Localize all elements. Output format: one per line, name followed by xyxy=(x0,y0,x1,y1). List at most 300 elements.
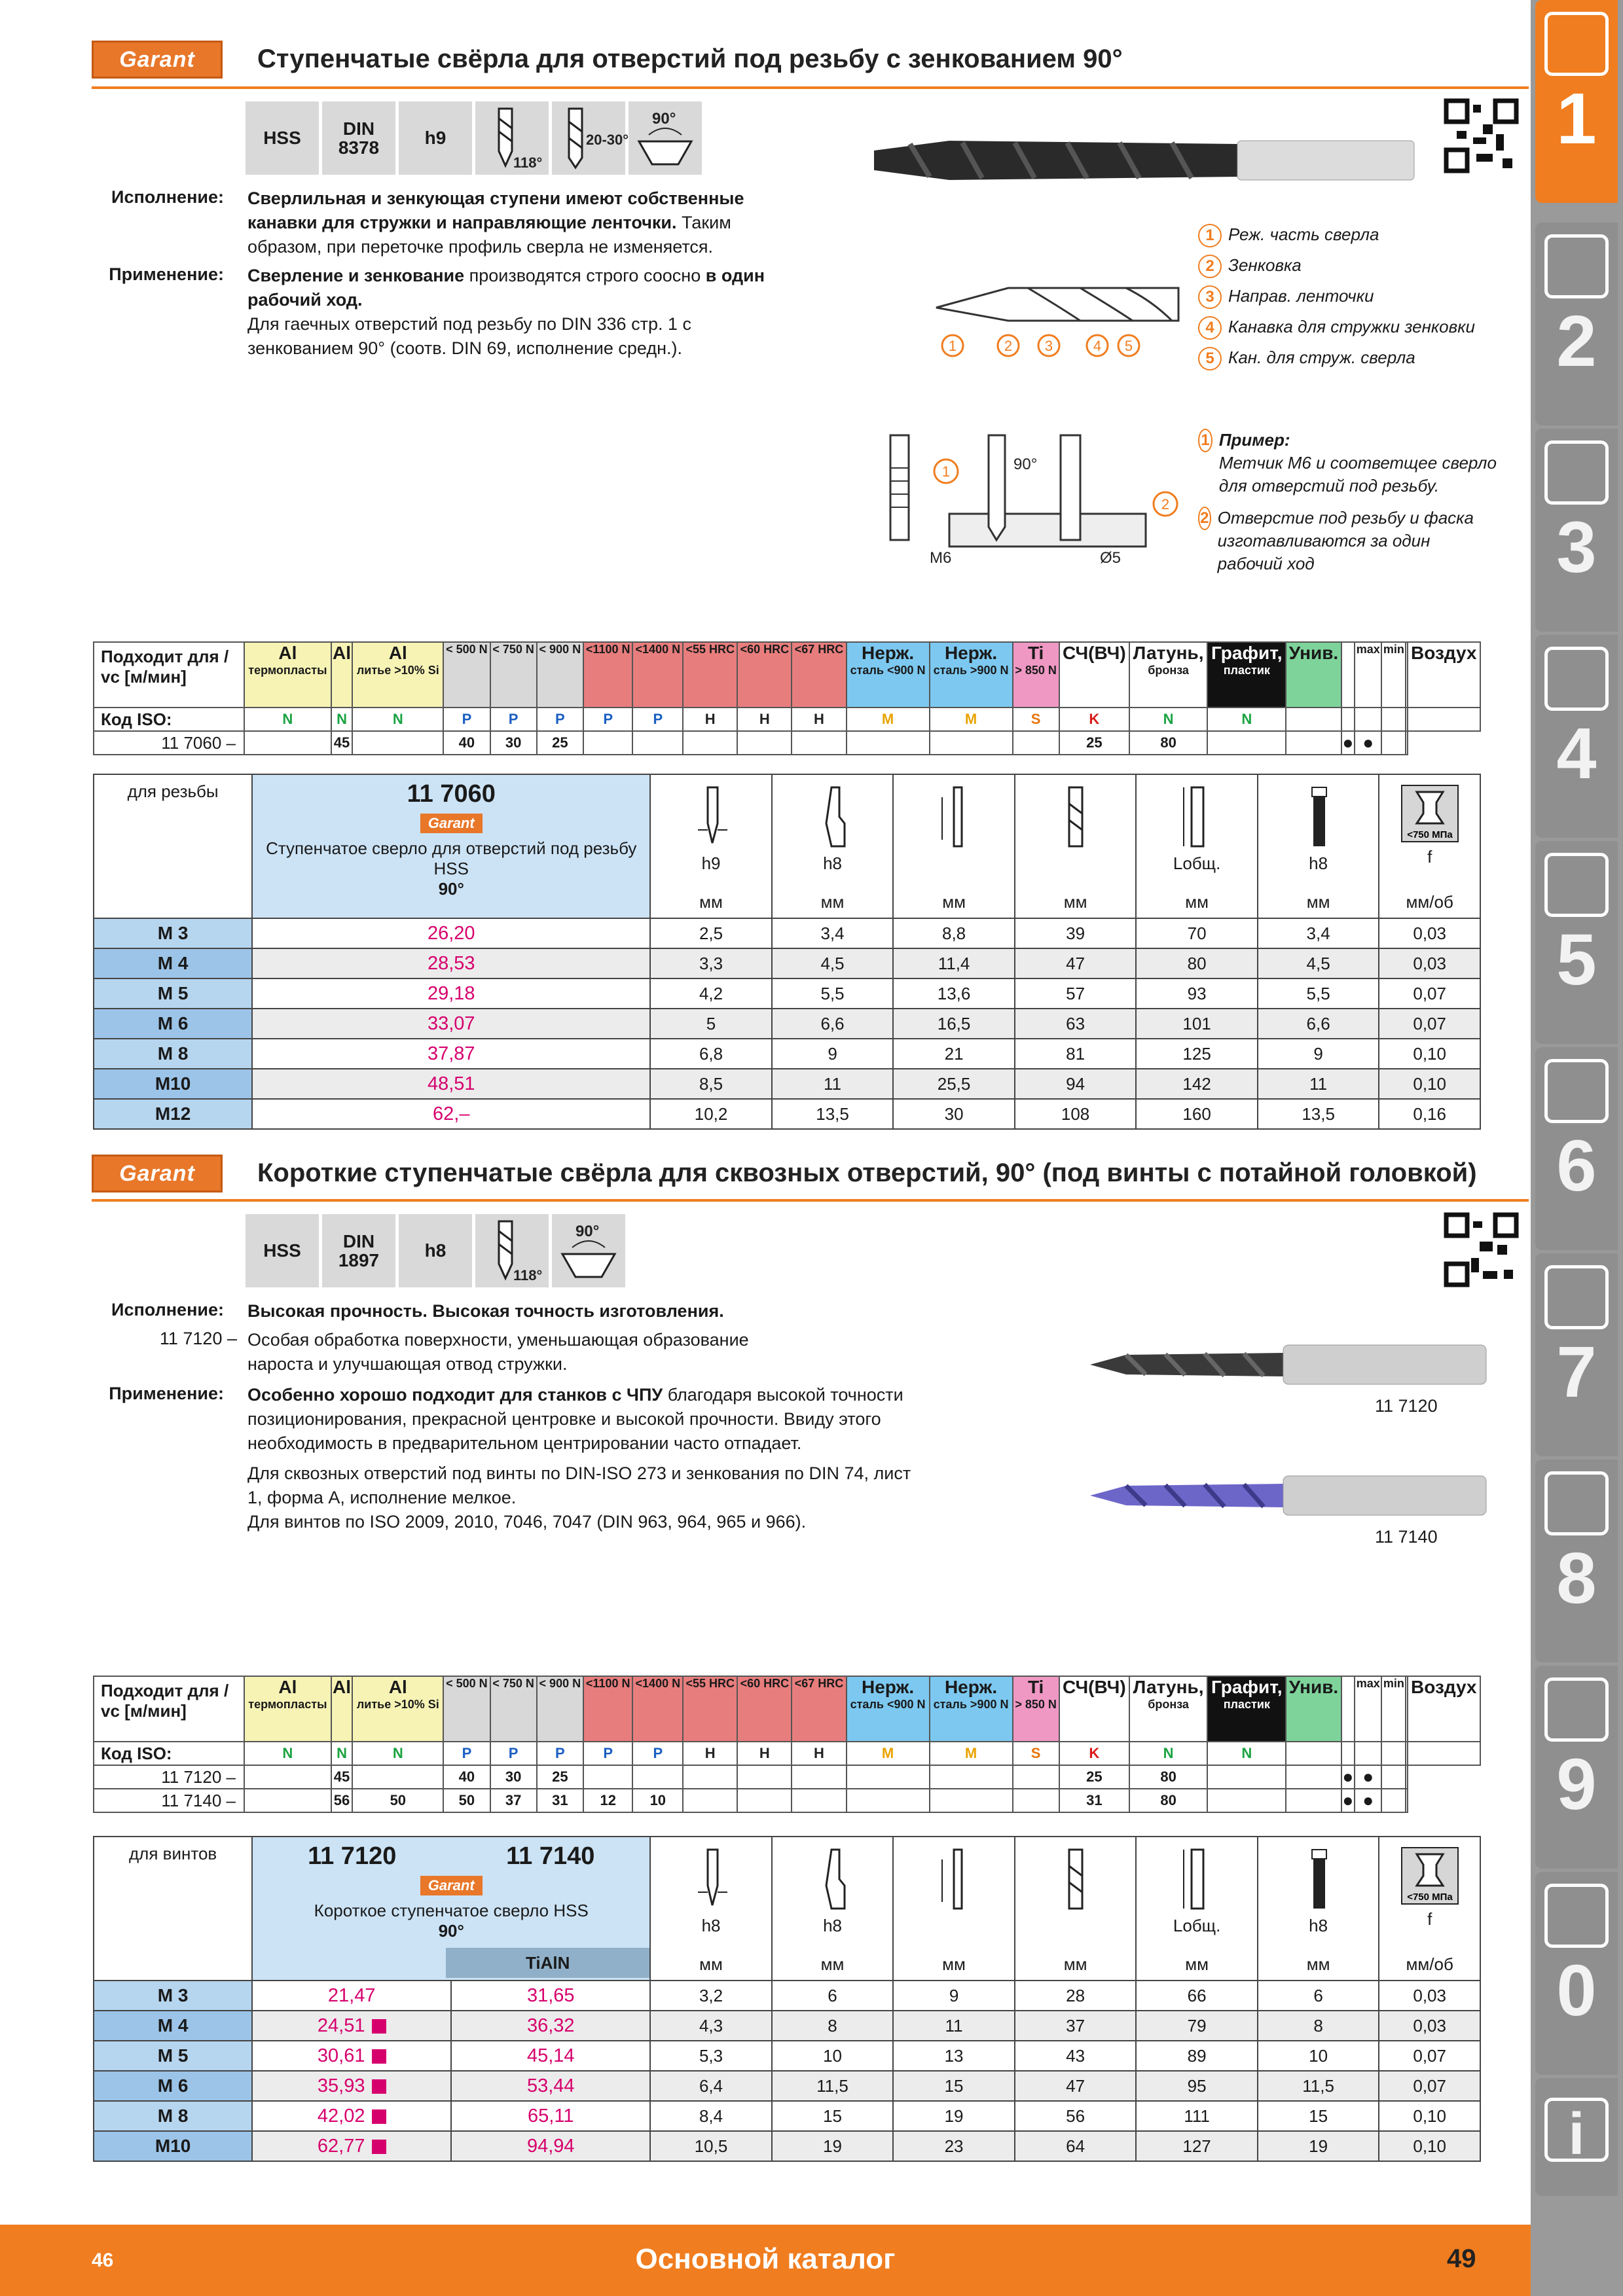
dimension-value: 13,6 xyxy=(893,978,1015,1009)
dimension-value: 21 xyxy=(893,1039,1015,1069)
svg-text:5: 5 xyxy=(1124,338,1133,354)
vc-value xyxy=(583,731,633,755)
vc-value: 37 xyxy=(490,1789,537,1812)
vc-value xyxy=(847,731,930,755)
app-text-3: Для винтов по ISO 2009, 2010, 7046, 7047 (DIN 963, 964, 965 и 966). xyxy=(247,1512,807,1532)
material-col-header: Al литье >10% Si xyxy=(352,642,443,708)
chapter-number: i xyxy=(1568,2102,1585,2167)
chapter-tab-7[interactable] xyxy=(1535,1253,1618,1456)
vc-value: 25 xyxy=(1059,1765,1129,1789)
app-label: Применение: xyxy=(109,264,224,284)
material-col-header: Графит, пластик xyxy=(1207,642,1286,708)
svg-text:1: 1 xyxy=(948,338,957,354)
dimension-value: 11,5 xyxy=(772,2071,894,2101)
dimension-value: 25,5 xyxy=(893,1069,1015,1099)
product-name: Ступенчатое сверло для отверстий под резьбу HSS xyxy=(266,838,637,878)
iso-code xyxy=(1381,1742,1406,1765)
dimension-value: 66 xyxy=(1136,1981,1258,2011)
material-col-header: СЧ(ВЧ) xyxy=(1059,642,1129,708)
iso-code: M xyxy=(930,708,1013,731)
dimension-value: 0,10 xyxy=(1379,1069,1480,1099)
vc-value: 56 xyxy=(331,1789,353,1812)
vc-value: 80 xyxy=(1129,731,1207,755)
dimension-value: 4,3 xyxy=(650,2011,772,2041)
material-col-header: Al термопласты xyxy=(244,642,331,708)
vc-value: 30 xyxy=(490,1765,537,1789)
dimension-value: 89 xyxy=(1136,2041,1258,2071)
material-col-header: Al термопласты xyxy=(244,1676,331,1742)
material-col-header: max xyxy=(1355,642,1381,708)
exec-text: Высокая прочность. Высокая точность изготовления. xyxy=(247,1301,724,1321)
vc-row xyxy=(94,1789,1480,1812)
dimension-value: 0,03 xyxy=(1379,2011,1480,2041)
vc-row xyxy=(94,731,1480,755)
iso-code: P xyxy=(443,708,490,731)
dimension-value: 2,5 xyxy=(650,918,772,948)
dimension-value: 94 xyxy=(1015,1069,1137,1099)
dimension-value: 4,5 xyxy=(772,948,894,978)
dimension-col-header: h8 мм xyxy=(650,1837,772,1981)
material-col-header xyxy=(1341,1676,1355,1742)
dimension-value: 0,07 xyxy=(1379,2041,1480,2071)
dimension-value: 111 xyxy=(1136,2101,1258,2131)
stock-marker-icon xyxy=(372,2049,386,2064)
dimension-value: 19 xyxy=(772,2131,894,2161)
material-col-header: Графит, пластик xyxy=(1207,1676,1286,1742)
vc-value xyxy=(792,1789,846,1812)
price: 45,14 xyxy=(451,2041,650,2071)
qr-code xyxy=(1444,98,1519,173)
material-col-header xyxy=(1341,642,1355,708)
chapter-number: 9 xyxy=(1556,1744,1597,1825)
dimension-value: 142 xyxy=(1136,1069,1258,1099)
material-col-header: Al литье >10% Si xyxy=(352,1676,443,1742)
chapter-number: 6 xyxy=(1556,1126,1597,1206)
chapter-tab-8[interactable] xyxy=(1535,1460,1618,1662)
dimension-col-header: Lобщ. мм xyxy=(1136,1837,1258,1981)
svg-text:Ø5: Ø5 xyxy=(1100,549,1122,567)
spec-din: DIN 8378 xyxy=(322,101,395,175)
insert-icon xyxy=(1544,234,1609,298)
material-col-header: <1400 N xyxy=(632,1676,683,1742)
drill-parts-legend: 1 Реж. часть сверла 2 Зенковка 3 Направ. ленточки 4 Канавка для стружки зенковки 5 Кан. для струж. сверла xyxy=(1198,219,1475,373)
vc-value: 12 xyxy=(583,1789,633,1812)
dimension-value: 8,8 xyxy=(893,918,1015,948)
svg-text:M6: M6 xyxy=(930,549,952,567)
chapter-tab-4[interactable] xyxy=(1535,635,1618,838)
page-number-left: 46 xyxy=(92,2250,114,2271)
iso-code xyxy=(1341,708,1355,731)
iso-code: M xyxy=(847,1742,930,1765)
holder-icon xyxy=(1544,440,1609,505)
price: 48,51 xyxy=(252,1069,650,1099)
chapter-tab-5[interactable] xyxy=(1535,841,1618,1044)
thread-size: M 4 xyxy=(94,2011,252,2041)
dimension-value: 5,5 xyxy=(1258,978,1379,1009)
price: 31,65 xyxy=(451,1981,650,2011)
dimension-value: 15 xyxy=(1258,2101,1379,2131)
dimension-value: 30 xyxy=(893,1099,1015,1129)
vc-value: ● xyxy=(1355,1789,1381,1812)
dimension-value: 0,03 xyxy=(1379,948,1480,978)
dimension-value: 108 xyxy=(1015,1099,1137,1129)
iso-code: P xyxy=(583,1742,633,1765)
photo-caption: 11 7140 xyxy=(1375,1527,1438,1547)
table-row xyxy=(94,978,1480,1009)
iso-code: K xyxy=(1059,708,1129,731)
countersink-angle-icon xyxy=(629,101,702,175)
material-col-header: <67 HRC xyxy=(792,642,846,708)
dimension-value: 95 xyxy=(1136,2071,1258,2101)
material-col-header: < 750 N xyxy=(490,1676,537,1742)
spec-tolerance: h8 xyxy=(399,1214,472,1287)
dimension-value: 63 xyxy=(1015,1009,1137,1039)
vc-value xyxy=(1406,731,1407,755)
thread-size: M 8 xyxy=(94,2101,252,2131)
thread-size: M 3 xyxy=(94,918,252,948)
chapter-tab-9[interactable] xyxy=(1535,1666,1618,1869)
vc-value: 50 xyxy=(443,1789,490,1812)
material-col-header: min xyxy=(1381,1676,1406,1742)
article-code: 11 7120 xyxy=(308,1842,397,1870)
code-text: Особая обработка поверхности, уменьшающая образование нароста и улучшающая отвод стружки. xyxy=(247,1330,749,1374)
vc-value: 25 xyxy=(537,731,583,755)
material-col-header: Нерж. сталь >900 N xyxy=(930,1676,1013,1742)
vc-value xyxy=(352,1765,443,1789)
material-col-header: <60 HRC xyxy=(737,1676,792,1742)
thread-size: M 3 xyxy=(94,1981,252,2011)
table-row xyxy=(94,2071,1480,2101)
article-code: 11 7060 – xyxy=(94,731,244,755)
thread-size: M 6 xyxy=(94,2071,252,2101)
dimension-value: 3,4 xyxy=(1258,918,1379,948)
dimension-value: 13,5 xyxy=(1258,1099,1379,1129)
dimension-value: 64 xyxy=(1015,2131,1137,2161)
dimension-value: 80 xyxy=(1136,948,1258,978)
iso-code: H xyxy=(683,708,737,731)
material-col-header: Ti > 850 N xyxy=(1013,642,1059,708)
dimension-value: 0,03 xyxy=(1379,918,1480,948)
dimension-value: 6,6 xyxy=(772,1009,894,1039)
product-name: Короткое ступенчатое сверло HSS xyxy=(314,1901,589,1920)
material-col-header: < 500 N xyxy=(443,642,490,708)
chapter-number: 1 xyxy=(1556,79,1597,159)
chapter-number: 3 xyxy=(1556,507,1597,588)
exec-text: Сверлильная и зенкующая ступени имеют собственные канавки для стружки и направляющие ленточки. Таким образом, при переточке профиль сверла не изменяется. xyxy=(247,188,744,257)
dimension-value: 8 xyxy=(772,2011,894,2041)
material-col-header: Воздух xyxy=(1408,1676,1480,1742)
garant-logo: Garant xyxy=(420,814,483,833)
price: 36,32 xyxy=(451,2011,650,2041)
dimension-value: 81 xyxy=(1015,1039,1137,1069)
dimension-value: 93 xyxy=(1136,978,1258,1009)
iso-code xyxy=(1355,708,1381,731)
dimension-value: 11 xyxy=(893,2011,1015,2041)
vc-value xyxy=(930,1765,1013,1789)
price: 35,93 xyxy=(252,2071,451,2101)
svg-text:90°: 90° xyxy=(652,110,676,128)
dimension-col-header: мм xyxy=(893,1837,1015,1981)
vc-value xyxy=(244,1789,331,1812)
qr-code xyxy=(1444,1212,1519,1287)
svg-text:90°: 90° xyxy=(575,1223,600,1240)
dimension-value: 11,5 xyxy=(1258,2071,1379,2101)
app-text-2: Для сквозных отверстий под винты по DIN-ISO 273 и зенкования по DIN 74, лист 1, форма А, исполнение мелкое. xyxy=(247,1463,911,1507)
vc-value xyxy=(244,1765,331,1789)
dimension-col-header: h8 мм xyxy=(772,774,894,918)
page-footer xyxy=(0,2225,1531,2296)
iso-code: H xyxy=(792,708,846,731)
svg-text:1: 1 xyxy=(941,463,951,480)
photo-caption: 11 7120 xyxy=(1375,1396,1438,1416)
iso-code xyxy=(1408,708,1480,731)
caliper-icon xyxy=(1544,647,1609,711)
exec-label: Исполнение: xyxy=(111,1300,224,1319)
dimension-value: 5 xyxy=(650,1009,772,1039)
point-angle-icon xyxy=(475,101,549,175)
article-code: 11 7120 – xyxy=(94,1765,244,1789)
table-row xyxy=(94,2041,1480,2071)
dimension-value: 11 xyxy=(1258,1069,1379,1099)
drill-photo-117120 xyxy=(1087,1338,1493,1391)
vc-value: ● xyxy=(1341,731,1355,755)
drill-icon xyxy=(1544,12,1609,76)
price: 37,87 xyxy=(252,1039,650,1069)
vc-value xyxy=(1381,1789,1406,1812)
material-col-header: Ti > 850 N xyxy=(1013,1676,1059,1742)
price: 33,07 xyxy=(252,1009,650,1039)
dimension-value: 13 xyxy=(893,2041,1015,2071)
dimension-value: 39 xyxy=(1015,918,1137,948)
vc-value: 25 xyxy=(537,1765,583,1789)
dimension-value: 43 xyxy=(1015,2041,1137,2071)
section-title: Короткие ступенчатые свёрла для сквозных отверстий, 90° (под винты с потайной головкой) xyxy=(257,1158,1477,1187)
spec-material: HSS xyxy=(246,101,319,175)
price: 28,53 xyxy=(252,948,650,978)
iso-code: H xyxy=(737,1742,792,1765)
price: 30,61 xyxy=(252,2041,451,2071)
chapter-number: 8 xyxy=(1556,1538,1597,1619)
suitability-header: Подходит для / vc [м/мин] xyxy=(94,642,244,708)
product-header xyxy=(252,774,650,918)
svg-text:90°: 90° xyxy=(1013,456,1038,473)
page-number-right: 49 xyxy=(1447,2244,1476,2273)
material-col-header: Унив. xyxy=(1286,1676,1341,1742)
vc-value xyxy=(632,1765,683,1789)
table-row xyxy=(94,2131,1480,2161)
dimension-value: 28 xyxy=(1015,1981,1137,2011)
dimension-value: 8 xyxy=(1258,2011,1379,2041)
app-text: Особенно хорошо подходит для станков с ЧПУ благодаря высокой точности позиционирования, прекрасной центровке и высокой прочности. Ввиду этого необходимость в предварительном центрировании часто отпадает. xyxy=(247,1385,903,1453)
material-col-header: max xyxy=(1355,1676,1381,1742)
product-table xyxy=(93,774,1481,1130)
footer-title: Основной каталог xyxy=(635,2243,896,2275)
dimension-value: 19 xyxy=(1258,2131,1379,2161)
garant-logo: Garant xyxy=(92,1155,223,1193)
material-col-header: Al xyxy=(331,1676,353,1742)
stock-marker-icon xyxy=(372,2140,386,2154)
vc-value xyxy=(1406,1765,1407,1789)
vc-value xyxy=(352,731,443,755)
price: 62,77 xyxy=(252,2131,451,2161)
thread-size: M10 xyxy=(94,2131,252,2161)
iso-code: M xyxy=(930,1742,1013,1765)
svg-text:20-30°: 20-30° xyxy=(586,132,629,148)
iso-code xyxy=(1286,1742,1341,1765)
dimension-value: 11 xyxy=(772,1069,894,1099)
dimension-col-header: <750 МПа f мм/об xyxy=(1379,1837,1480,1981)
iso-code: N xyxy=(244,1742,331,1765)
table-row xyxy=(94,1039,1480,1069)
dimension-value: 5,5 xyxy=(772,978,894,1009)
material-col-header: Латунь, бронза xyxy=(1129,642,1207,708)
thread-size: M 5 xyxy=(94,2041,252,2071)
iso-code xyxy=(1408,1742,1480,1765)
iso-code: P xyxy=(490,708,537,731)
vc-value xyxy=(1207,1789,1286,1812)
vc-value: 45 xyxy=(331,731,353,755)
chapter-tab-i[interactable] xyxy=(1535,2078,1618,2196)
dimension-value: 10,2 xyxy=(650,1099,772,1129)
table-row xyxy=(94,1099,1480,1129)
workbench-icon xyxy=(1544,1471,1609,1535)
material-col-header: <55 HRC xyxy=(683,1676,737,1742)
dimension-value: 9 xyxy=(893,1981,1015,2011)
vc-value: 31 xyxy=(1059,1789,1129,1812)
dimension-col-header: h8 мм xyxy=(1258,774,1379,918)
dimension-value: 16,5 xyxy=(893,1009,1015,1039)
vc-value: 40 xyxy=(443,1765,490,1789)
vc-value xyxy=(1013,1789,1059,1812)
price: 65,11 xyxy=(451,2101,650,2131)
vc-value xyxy=(1406,1789,1407,1812)
material-col-header: Воздух xyxy=(1408,642,1480,708)
suitability-header: Подходит для / vc [м/мин] xyxy=(94,1676,244,1742)
dimension-value: 10 xyxy=(1258,2041,1379,2071)
dimension-value: 0,10 xyxy=(1379,1039,1480,1069)
material-col-header: min xyxy=(1381,642,1406,708)
iso-label: Код ISO: xyxy=(94,1742,244,1765)
iso-code: N xyxy=(352,708,443,731)
dimension-col-header: h8 мм xyxy=(772,1837,894,1981)
exec-label: Исполнение: xyxy=(111,187,224,207)
dimension-col-header: мм xyxy=(893,774,1015,918)
iso-code: S xyxy=(1013,708,1059,731)
iso-code: H xyxy=(683,1742,737,1765)
vc-value xyxy=(1207,731,1286,755)
chapter-tab-2[interactable] xyxy=(1535,223,1618,425)
product-header xyxy=(252,1837,650,1981)
dimension-value: 4,5 xyxy=(1258,948,1379,978)
dimension-value: 57 xyxy=(1015,978,1137,1009)
pliers-icon xyxy=(1544,1265,1609,1329)
material-col-header: <1100 N xyxy=(583,1676,633,1742)
table-row xyxy=(94,2011,1480,2041)
iso-code: N xyxy=(1129,708,1207,731)
material-col-header: <1400 N xyxy=(632,642,683,708)
vc-value xyxy=(737,1789,792,1812)
dimension-value: 47 xyxy=(1015,948,1137,978)
vc-row xyxy=(94,1765,1480,1789)
vc-value: 80 xyxy=(1129,1789,1207,1812)
vc-value: 10 xyxy=(632,1789,683,1812)
table-row xyxy=(94,918,1480,948)
material-col-header: <60 HRC xyxy=(737,642,792,708)
dimension-value: 0,03 xyxy=(1379,1981,1480,2011)
chapter-tab-0[interactable] xyxy=(1535,1872,1618,2075)
iso-code: H xyxy=(737,708,792,731)
article-code: 11 7140 xyxy=(506,1842,595,1870)
section-title: Ступенчатые свёрла для отверстий под резьбу с зенкованием 90° xyxy=(257,45,1123,73)
drill-photo-117140 xyxy=(1087,1469,1493,1522)
iso-code xyxy=(1355,1742,1381,1765)
dimension-value: 47 xyxy=(1015,2071,1137,2101)
app-text: Сверление и зенкование производятся строго соосно в один рабочий ход. Для гаечных отверстий под резьбу по DIN 336 стр. 1 с зенкованием 90° (соотв. DIN 69, исполнение средн.). xyxy=(247,266,765,358)
dimension-value: 10 xyxy=(772,2041,894,2071)
price: 62,– xyxy=(252,1099,650,1129)
spec-material: HSS xyxy=(246,1214,319,1287)
drill-parts-diagram xyxy=(930,262,1185,367)
dimension-value: 9 xyxy=(772,1039,894,1069)
product-for-label: для винтов xyxy=(94,1837,252,1981)
dimension-value: 0,07 xyxy=(1379,978,1480,1009)
dimension-value: 23 xyxy=(893,2131,1015,2161)
safety-icon xyxy=(1544,1884,1609,1948)
dimension-value: 0,16 xyxy=(1379,1099,1480,1129)
material-col-header: Нерж. сталь <900 N xyxy=(847,642,930,708)
iso-code: P xyxy=(490,1742,537,1765)
product-table xyxy=(93,1836,1481,2162)
price: 24,51 xyxy=(252,2011,451,2041)
dimension-value: 6 xyxy=(772,1981,894,2011)
chapter-number: 2 xyxy=(1556,301,1597,382)
chapter-tab-3[interactable] xyxy=(1535,429,1618,632)
vc-value: 30 xyxy=(490,731,537,755)
material-col-header: < 500 N xyxy=(443,1676,490,1742)
dimension-value: 9 xyxy=(1258,1039,1379,1069)
dimension-value: 3,4 xyxy=(772,918,894,948)
chapter-tab-6[interactable] xyxy=(1535,1047,1618,1250)
vc-value xyxy=(632,731,683,755)
dimension-value: 6,8 xyxy=(650,1039,772,1069)
helix-angle-icon xyxy=(552,101,629,175)
vc-value xyxy=(1013,1765,1059,1789)
dimension-value: 101 xyxy=(1136,1009,1258,1039)
dimension-value: 4,2 xyxy=(650,978,772,1009)
dimension-col-header: Lобщ. мм xyxy=(1136,774,1258,918)
iso-code: N xyxy=(1207,1742,1286,1765)
garant-logo: Garant xyxy=(92,41,223,79)
cabinet-icon xyxy=(1544,1677,1609,1742)
vc-value xyxy=(1381,1765,1406,1789)
vc-value: 45 xyxy=(331,1765,353,1789)
vc-value xyxy=(683,1765,737,1789)
vc-value xyxy=(1381,731,1406,755)
vc-value: 25 xyxy=(1059,731,1129,755)
dimension-value: 160 xyxy=(1136,1099,1258,1129)
product-angle: 90° xyxy=(438,1921,464,1941)
svg-text:118°: 118° xyxy=(513,1267,543,1283)
garant-logo: Garant xyxy=(420,1876,483,1895)
price: 29,18 xyxy=(252,978,650,1009)
vc-value: 80 xyxy=(1129,1765,1207,1789)
chapter-tab-1[interactable] xyxy=(1535,0,1618,203)
wrench-icon xyxy=(1544,1059,1609,1123)
iso-code: M xyxy=(847,708,930,731)
iso-code: P xyxy=(443,1742,490,1765)
vc-value xyxy=(930,1789,1013,1812)
material-col-header: <67 HRC xyxy=(792,1676,846,1742)
